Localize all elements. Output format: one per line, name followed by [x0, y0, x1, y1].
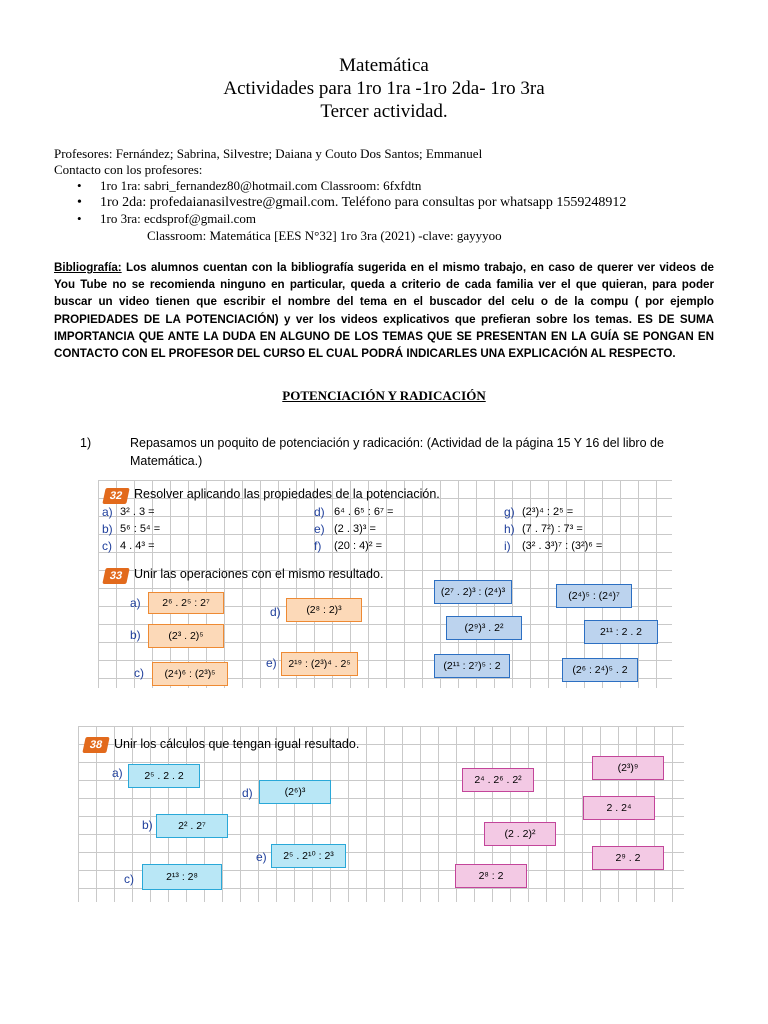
- title-line-1: Matemática: [339, 55, 429, 76]
- box-33-right-2: (2⁴)⁵ : (2⁴)⁷: [556, 584, 632, 608]
- label-32c: c): [102, 539, 112, 553]
- instruction-32: Resolver aplicando las propiedades de la potenciación.: [134, 487, 440, 501]
- label-32h: h): [504, 522, 515, 536]
- box-33b: (2³ . 2)⁵: [148, 624, 224, 648]
- label-38e: e): [256, 850, 267, 864]
- expr-32a: 3² . 3 =: [120, 506, 155, 518]
- box-33-right-4: 2¹¹ : 2 . 2: [584, 620, 658, 644]
- label-32g: g): [504, 505, 515, 519]
- expr-32g: (2³)⁴ : 2⁵ =: [522, 506, 574, 518]
- box-38-right-4: (2 . 2)²: [484, 822, 556, 846]
- box-38b: 2² . 2⁷: [156, 814, 228, 838]
- bibliography-paragraph: [54, 259, 714, 362]
- exercise-panel-38: [78, 726, 684, 902]
- box-38-right-3: 2 . 2⁴: [583, 796, 655, 820]
- box-38-right-5: 2⁹ . 2: [592, 846, 664, 870]
- label-32d: d): [314, 505, 325, 519]
- teachers-info: [54, 146, 744, 244]
- label-38d: d): [242, 786, 253, 800]
- expr-32c: 4 . 4³ =: [120, 540, 155, 552]
- box-38-right-6: 2⁸ : 2: [455, 864, 527, 888]
- label-33a: a): [130, 596, 141, 610]
- classroom-3ra: Classroom: Matemática [EES N°32] 1ro 3ra (2021) -clave: gayyyoo: [147, 227, 502, 243]
- title-line-2: Actividades para 1ro 1ra -1ro 2da- 1ro 3ra: [223, 78, 545, 99]
- expr-32d: 6⁴ . 6⁵ : 6⁷ =: [334, 506, 394, 518]
- box-33-right-3: (2⁹)³ . 2²: [446, 616, 522, 640]
- badge-32: 32: [102, 488, 129, 504]
- box-38d: (2⁶)³: [259, 780, 331, 804]
- box-38e: 2⁵ . 2¹⁰ : 2³: [271, 844, 346, 868]
- teachers-line: Profesores: Fernández; Sabrina, Silvestre; Daiana y Couto Dos Santos; Emmanuel: [54, 146, 483, 161]
- box-33d: (2⁸ : 2)³: [286, 598, 362, 622]
- expr-32i: (3² . 3³)⁷ : (3²)⁶ =: [522, 540, 603, 552]
- contact-2da: • 1ro 2da: profedaianasilvestre@gmail.com. Teléfono para consultas por whatsapp 1559248912: [77, 194, 627, 210]
- label-32i: i): [504, 539, 511, 553]
- box-38-right-1: (2³)⁹: [592, 756, 664, 780]
- title-line-3: Tercer actividad.: [320, 101, 448, 122]
- question-number: 1): [80, 436, 92, 450]
- box-33e: 2¹⁹ : (2³)⁴ . 2⁵: [281, 652, 358, 676]
- label-32a: a): [102, 505, 113, 519]
- bullet-icon: •: [77, 194, 82, 210]
- box-33-right-1: (2⁷ . 2)³ : (2⁴)³: [434, 580, 512, 604]
- expr-32f: (20 : 4)² =: [334, 540, 382, 552]
- section-title: POTENCIACIÓN Y RADICACIÓN: [282, 388, 486, 403]
- instruction-38: Unir los cálculos que tengan igual resultado.: [114, 737, 360, 751]
- label-33b: b): [130, 628, 141, 642]
- bullet-icon: •: [77, 178, 82, 193]
- expr-32b: 5⁶ : 5⁴ =: [120, 523, 161, 535]
- box-33-right-6: (2⁶ : 2⁴)⁵ . 2: [562, 658, 638, 682]
- box-38a: 2⁵ . 2 . 2: [128, 764, 200, 788]
- label-38a: a): [112, 766, 123, 780]
- instruction-33: Unir las operaciones con el mismo resultado.: [134, 567, 384, 581]
- question-text: Repasamos un poquito de potenciación y radicación: (Actividad de la página 15 Y 16 del libro de Matemática.): [130, 436, 664, 468]
- badge-38: 38: [82, 737, 109, 753]
- contact-3ra: • 1ro 3ra: ecdsprof@gmail.com: [77, 211, 257, 226]
- label-32b: b): [102, 522, 113, 536]
- badge-33: 33: [102, 568, 129, 584]
- label-33d: d): [270, 605, 281, 619]
- document-title: [0, 54, 768, 123]
- label-32e: e): [314, 522, 325, 536]
- expr-32e: (2 . 3)³ =: [334, 523, 376, 535]
- label-33e: e): [266, 656, 277, 670]
- expr-32h: (7 . 7²) : 7³ =: [522, 523, 583, 535]
- label-33c: c): [134, 666, 144, 680]
- exercise-panel-32-33: [98, 480, 672, 688]
- label-38b: b): [142, 818, 153, 832]
- bibliography-text: Los alumnos cuentan con la bibliografía sugerida en el mismo trabajo, en caso de querer ver videos de You Tube no se recomienda ninguno en particular, queda a criterio de cada familia ver el que quieran, para poder buscar un video tienen que escribir el nombre del tema en el buscador del celu o de la compu ( por ejemplo PROPIEDADES DE LA POTENCIACIÓN) y ver los videos explicativos que prefieran sobre los temas. ES DE SUMA IMPORTANCIA QUE ANTE LA DUDA EN ALGUNO DE LOS TEMAS QUE SE PRESENTAN EN LA GUÍA SE PONGAN EN CONTACTO CON EL PROFESOR DEL CURSO EL CUAL PODRÁ INDICARLES UNA EXPLICACIÓN AL RESPECTO.: [54, 261, 714, 361]
- bibliography-label: Bibliografía:: [54, 261, 122, 274]
- box-33-right-5: (2¹¹ : 2⁷)⁵ : 2: [434, 654, 510, 678]
- box-33a: 2⁶ . 2⁵ : 2⁷: [148, 592, 224, 614]
- box-38-right-2: 2⁴ . 2⁶ . 2²: [462, 768, 534, 792]
- box-33c: (2⁴)⁶ : (2³)⁵: [152, 662, 228, 686]
- contact-1ra: • 1ro 1ra: sabri_fernandez80@hotmail.com Classroom: 6fxfdtn: [77, 178, 422, 193]
- bullet-icon: •: [77, 211, 82, 226]
- label-38c: c): [124, 872, 134, 886]
- box-38c: 2¹³ : 2⁸: [142, 864, 222, 890]
- label-32f: f): [314, 539, 322, 553]
- contact-label: Contacto con los profesores:: [54, 162, 203, 177]
